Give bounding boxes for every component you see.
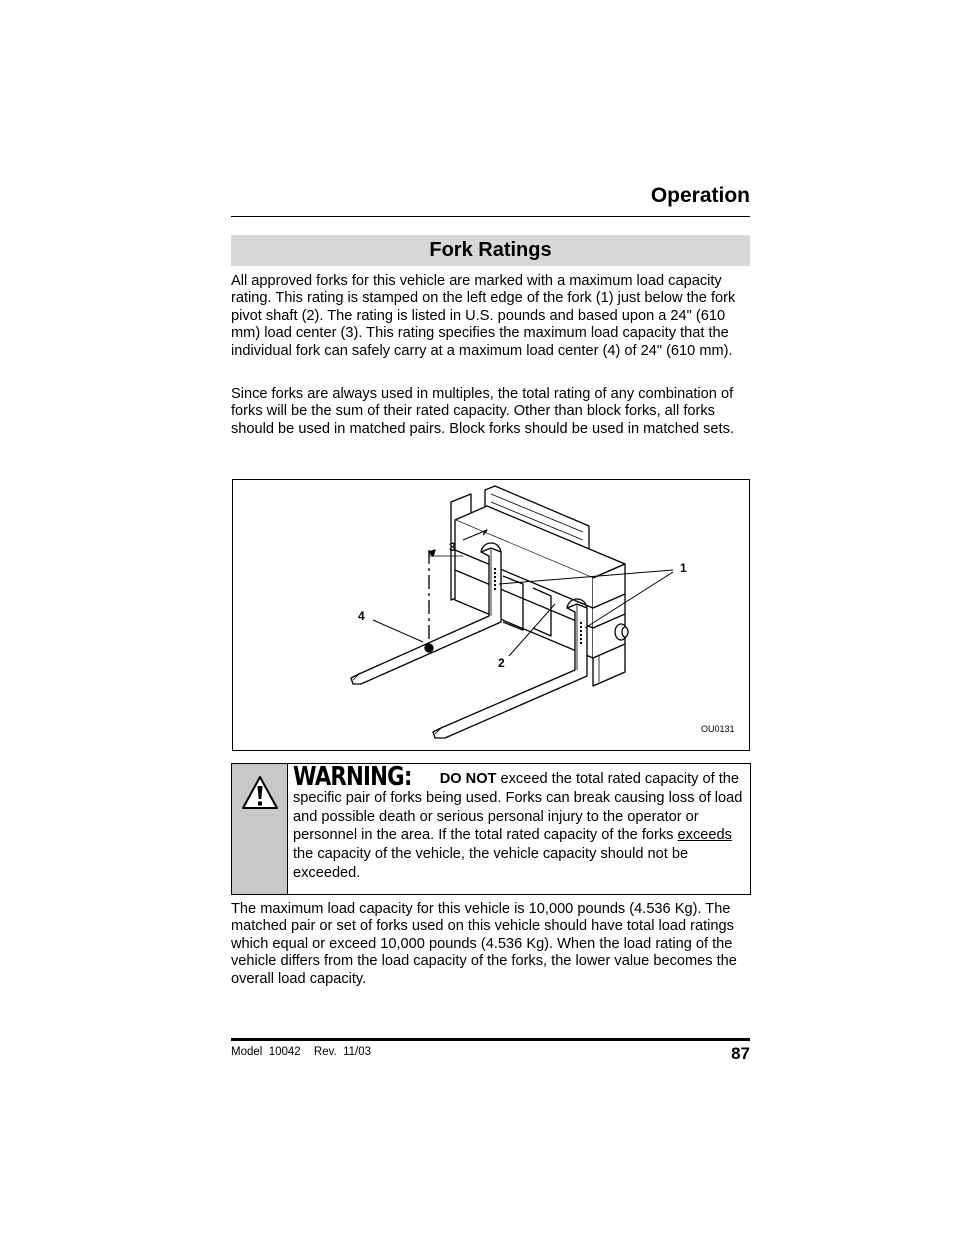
warning-triangle-icon	[241, 774, 279, 812]
warning-text	[293, 762, 743, 883]
paragraph-vehicle-capacity: The maximum load capacity for this vehicle is 10,000 pounds (4.536 Kg). The matched pair or set of forks used on this vehicle should have total load ratings which equal or exceed 10,000 pounds (4.536 Kg). When the load rating of the vehicle differs from the load capacity of the forks, the lower value becomes the overall load capacity.	[231, 901, 737, 987]
warning-box	[231, 763, 751, 895]
page-heading: Fork Ratings	[231, 235, 750, 266]
section-title: Operation	[650, 184, 750, 207]
fig-label-4: 4	[358, 609, 365, 623]
fig-label-2: 2	[498, 656, 505, 670]
warning-exceeds: exceeds	[677, 827, 732, 844]
warning-word: WARNING:	[293, 762, 412, 792]
fork-figure	[232, 479, 750, 751]
footer-rev: Rev. 11/03	[313, 1046, 372, 1058]
paragraph-fork-combination: Since forks are always used in multiples, the total rating of any combination of forks will be the sum of their rated capacity. Other than block forks, all forks should be used in matched pairs. Block forks should be used in matched sets.	[231, 386, 734, 437]
footer-rule	[231, 1038, 750, 1041]
page-number: 87	[731, 1044, 750, 1063]
warning-text-b: the capacity of the vehicle, the vehicle capacity should not be exceeded.	[293, 846, 689, 881]
footer-info	[231, 1046, 381, 1058]
footer-model: Model 10042	[231, 1046, 301, 1058]
fig-label-1: 1	[680, 561, 687, 575]
fork-illustration	[233, 480, 749, 750]
warning-text-a: exceed the total rated capacity of the specific pair of forks being used. Forks can break causing loss of load and possible death or serious personal injury to the operator or personnel in the area. If the total rated capacity of the forks	[293, 771, 743, 844]
header-rule	[231, 216, 750, 217]
warning-sidebar	[232, 764, 288, 894]
paragraph-fork-rating: All approved forks for this vehicle are marked with a maximum load capacity rating. This rating is stamped on the left edge of the fork (1) just below the fork pivot shaft (2). The rating is listed in U.S. pounds and based upon a 24" (610 mm) load center (3). This rating specifies the maximum load capacity that the individual fork can safely carry at a maximum load center (4) of 24" (610 mm).	[231, 273, 736, 359]
fig-label-3: 3	[449, 540, 456, 554]
warning-do-not: DO NOT	[439, 771, 497, 787]
figure-code: OU0131	[701, 724, 735, 734]
